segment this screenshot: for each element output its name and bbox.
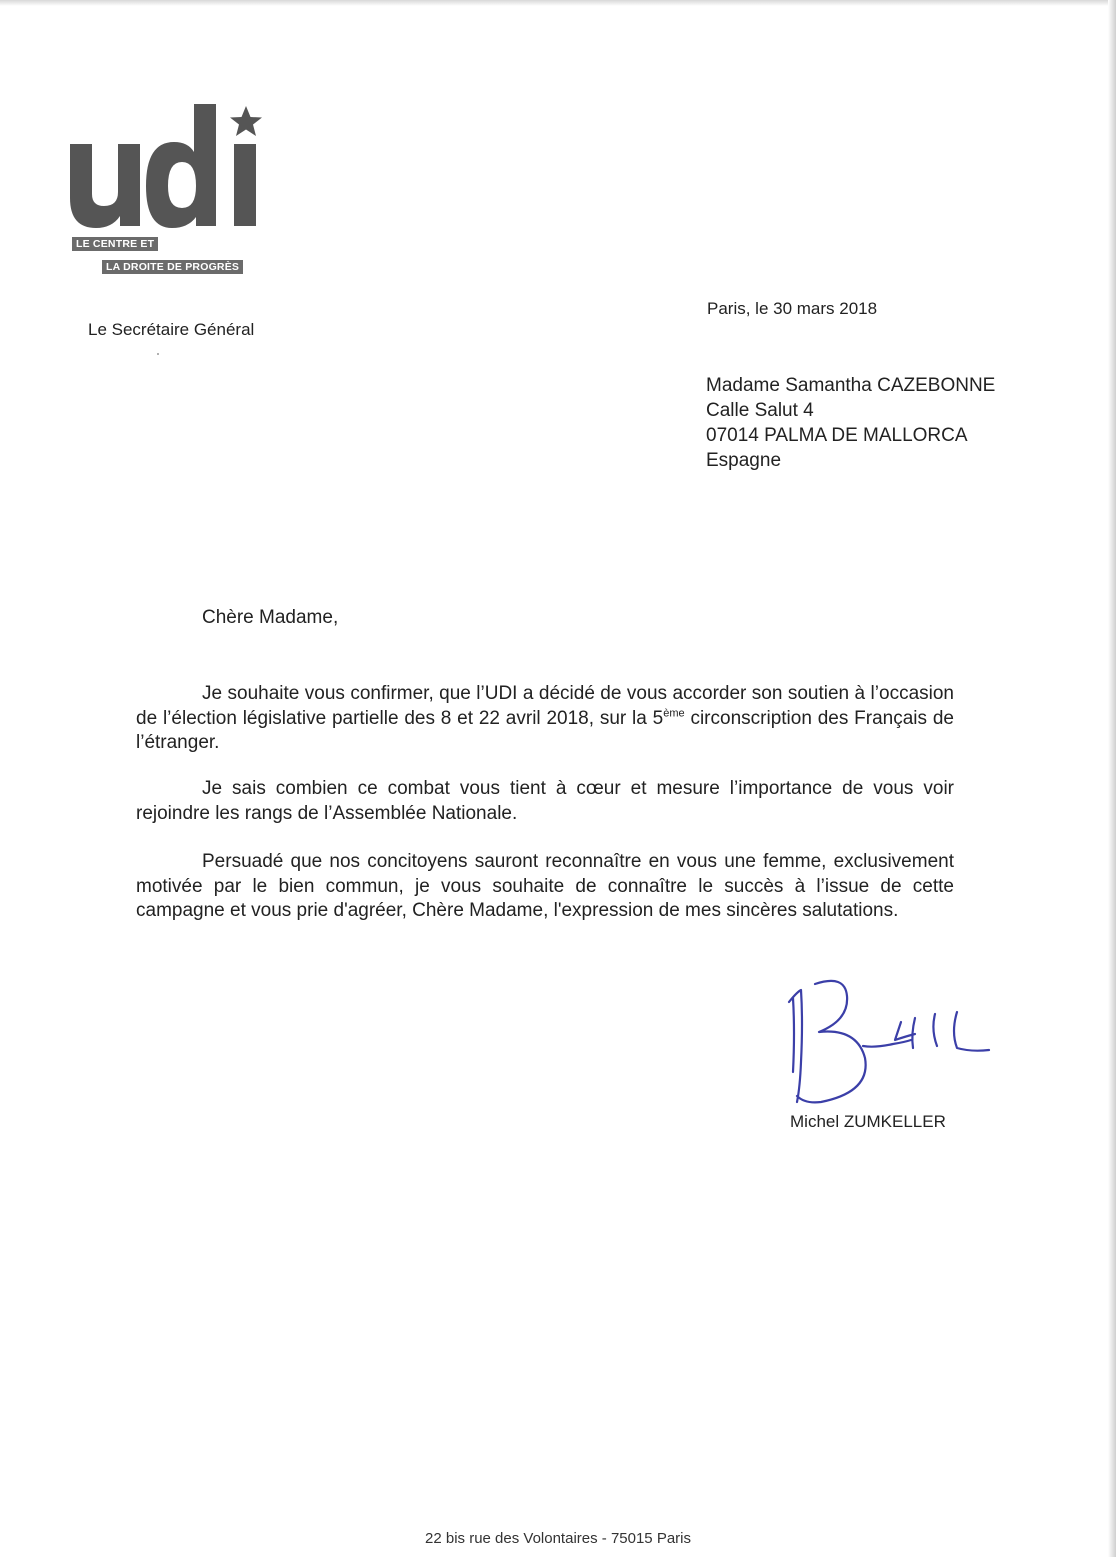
recipient-street: Calle Salut 4 <box>706 400 814 421</box>
logo-tagline-1: LE CENTRE ET <box>72 237 158 251</box>
salutation: Chère Madame, <box>202 607 339 628</box>
logo-star-icon <box>230 106 262 136</box>
scan-edge-right <box>1108 0 1116 1557</box>
signature-drawing <box>775 962 1000 1122</box>
paragraph-1-text-a: Je souhaite vous confirmer, que l’UDI a décidé de vous accorder son soutien à l’occasion de l’élection législative partielle des 8 et 22 avril 2018, sur la 5 <box>136 683 954 729</box>
paragraph-1-superscript: ème <box>663 707 685 720</box>
recipient-city: 07014 PALMA DE MALLORCA <box>706 425 968 446</box>
logo-letter-u <box>70 144 140 228</box>
handwritten-signature <box>775 962 1000 1122</box>
udi-logo <box>66 96 266 286</box>
recipient-address <box>706 373 995 473</box>
signer-name: Michel ZUMKELLER <box>790 1112 946 1131</box>
paragraph-2: Je sais combien ce combat vous tient à cœur et mesure l’importance de vous voir rejoindre les rangs de l’Assemblée Nationale. <box>136 778 954 824</box>
scan-speck <box>157 353 159 355</box>
recipient-country: Espagne <box>706 450 782 471</box>
letter-date: Paris, le 30 mars 2018 <box>707 299 878 318</box>
udi-wordmark-logo <box>66 96 266 236</box>
paragraph-1-text-b: circonscription des Français de l’étranger. <box>136 707 954 753</box>
scan-edge-top <box>0 0 1116 6</box>
logo-letter-d <box>146 104 216 228</box>
paragraph-1 <box>136 682 954 756</box>
logo-tagline-2: LA DROITE DE PROGRÈS <box>102 260 243 274</box>
logo-letter-i <box>234 144 256 226</box>
footer-address: 22 bis rue des Volontaires - 75015 Paris <box>425 1530 691 1547</box>
recipient-name: Madame Samantha CAZEBONNE <box>706 375 996 396</box>
paragraph-3: Persuadé que nos concitoyens sauront reconnaître en vous une femme, exclusivement motivée par le bien commun, je vous souhaite de connaître le succès à l’issue de cette campagne et vous prie d'agréer, Chère Madame, l'expression de mes sincères salutations. <box>136 851 954 921</box>
sender-title: Le Secrétaire Général <box>88 320 255 339</box>
